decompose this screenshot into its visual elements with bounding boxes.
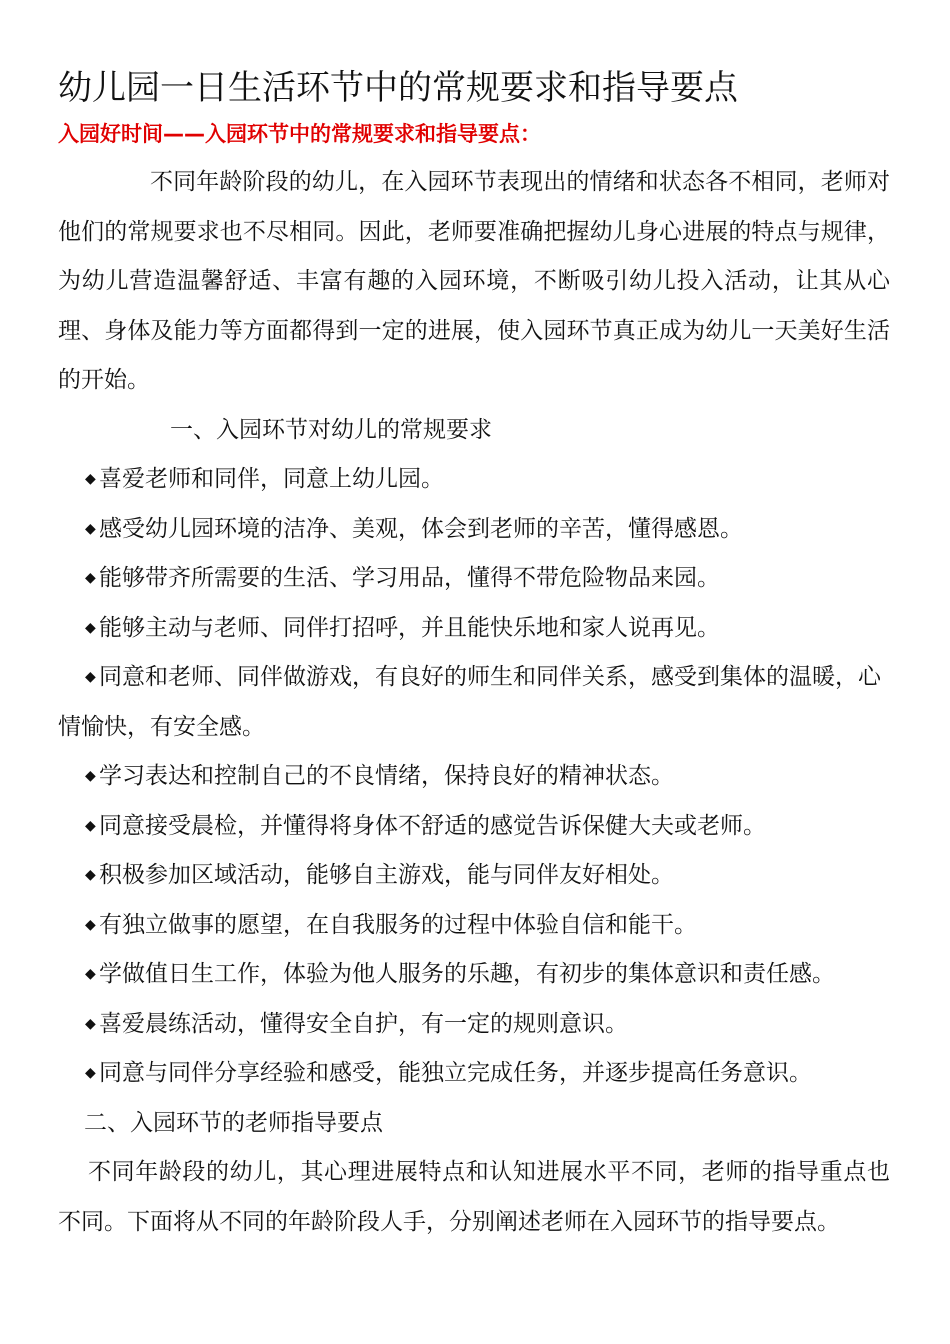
list-item-text: 喜爱晨练活动，懂得安全自护，有一定的规则意识。	[99, 1010, 628, 1037]
list-item	[58, 752, 890, 802]
diamond-bullet-icon: ◆	[85, 520, 96, 537]
list-item-text: 积极参加区域活动，能够自主游戏，能与同伴友好相处。	[99, 862, 674, 888]
section2-heading: 二、入园环节的老师指导要点	[84, 1109, 383, 1136]
list-item-text: 学习表达和控制自己的不良情绪，保持良好的精神状态。	[99, 763, 674, 789]
list-item-text: 感受幼儿园环境的洁净、美观，体会到老师的辛苦，懂得感恩。	[99, 515, 743, 542]
list-item	[58, 851, 890, 901]
diamond-bullet-icon: ◆	[85, 1065, 96, 1081]
diamond-bullet-icon: ◆	[85, 570, 96, 586]
list-item	[58, 1049, 890, 1099]
list-item	[58, 604, 890, 654]
list-item-text: 同意和老师、同伴做游戏，有良好的师生和同伴关系，感受到集体的温暖，心情愉快，有安全感。	[58, 664, 881, 740]
list-item-text: 能够带齐所需要的生活、学习用品，懂得不带危险物品来园。	[99, 565, 720, 591]
list-item-text: 喜爱老师和同伴，同意上幼儿园。	[99, 466, 444, 492]
list-item-text: 有独立做事的愿望，在自我服务的过程中体验自信和能干。	[99, 911, 697, 938]
requirements-list	[58, 455, 890, 1099]
document-page	[58, 60, 890, 1247]
list-item	[58, 1000, 890, 1050]
diamond-bullet-icon: ◆	[85, 867, 96, 883]
diamond-bullet-icon: ◆	[85, 916, 96, 933]
diamond-bullet-icon: ◆	[85, 768, 96, 784]
list-item	[58, 554, 890, 604]
diamond-bullet-icon: ◆	[85, 669, 96, 685]
diamond-bullet-icon: ◆	[85, 1015, 96, 1032]
list-item-text: 同意接受晨检，并懂得将身体不舒适的感觉告诉保健大夫或老师。	[99, 812, 766, 839]
list-item	[58, 505, 890, 555]
diamond-bullet-icon: ◆	[85, 471, 96, 487]
list-item-text: 学做值日生工作，体验为他人服务的乐趣，有初步的集体意识和责任感。	[99, 961, 835, 987]
section2-paragraph: 不同年龄段的幼儿，其心理进展特点和认知进展水平不同，老师的指导重点也不同。下面将从不同的年龄阶段人手，分别阐述老师在入园环节的指导要点。	[58, 1159, 890, 1235]
diamond-bullet-icon: ◆	[85, 966, 96, 982]
document-title: 幼儿园一日生活环节中的常规要求和指导要点	[58, 68, 738, 108]
intro-paragraph: 不同年龄阶段的幼儿，在入园环节表现出的情绪和状态各不相同，老师对他们的常规要求也不尽相同。因此，老师要准确把握幼儿身心进展的特点与规律，为幼儿营造温馨舒适、丰富有趣的入园环境，不断吸引幼儿投入活动，让其从心理、身体及能力等方面都得到一定的进展，使入园环节真正成为幼儿一天美好生活的开始。	[58, 169, 890, 393]
list-item-text: 能够主动与老师、同伴打招呼，并且能快乐地和家人说再见。	[99, 614, 720, 641]
diamond-bullet-icon: ◆	[85, 619, 96, 636]
list-item	[58, 455, 890, 505]
section1-heading: 一、入园环节对幼儿的常规要求	[170, 416, 492, 443]
list-item	[58, 950, 890, 1000]
document-subtitle: 入园好时间——入园环节中的常规要求和指导要点：	[58, 122, 541, 146]
list-item	[58, 802, 890, 852]
list-item	[58, 901, 890, 951]
list-item	[58, 653, 890, 752]
list-item-text: 同意与同伴分享经验和感受，能独立完成任务，并逐步提高任务意识。	[99, 1060, 812, 1086]
diamond-bullet-icon: ◆	[85, 817, 96, 834]
